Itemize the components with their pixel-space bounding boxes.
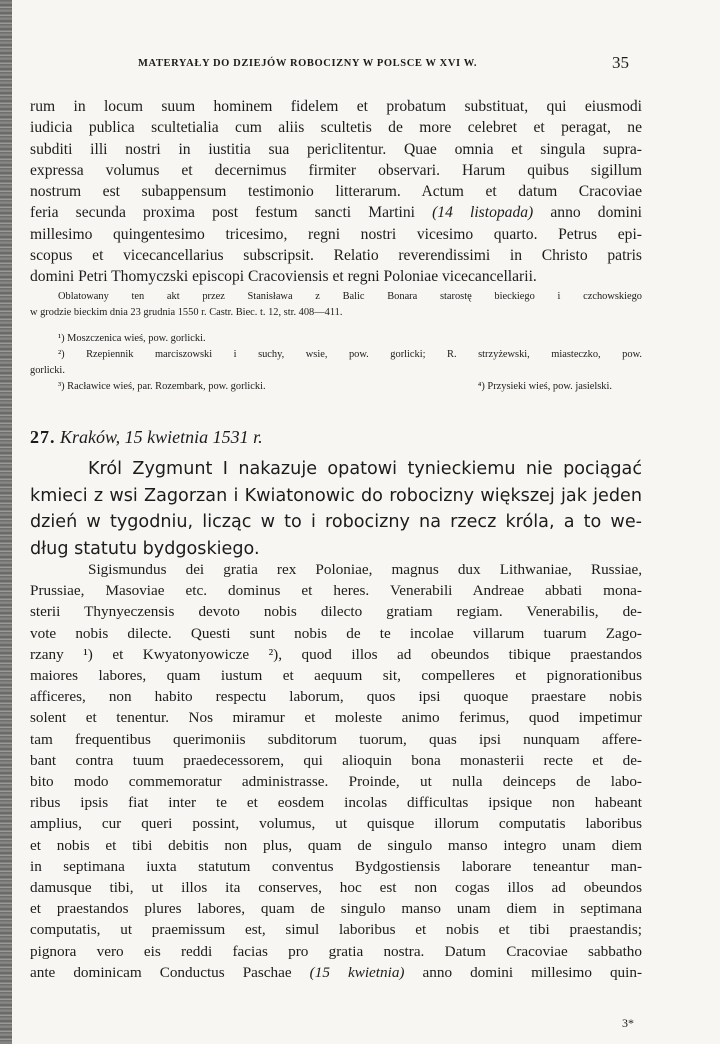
regest-line: Król Zygmunt I nakazuje opatowi tynieckiemu nie pociągać <box>88 459 642 479</box>
scan-edge <box>0 0 12 1044</box>
text-line: et nobis et tibi debitis non plus, quam de singulo manso integro unam diem <box>30 836 642 854</box>
regest-line: kmieci z wsi Zagorzan i Kwiatonowic do robocizny większej jak jeden <box>30 485 642 506</box>
text-line: nostrum est subappensum testimonio litterarum. Actum et datum Cracoviae <box>30 183 642 201</box>
text-line: afficeres, non habito respectu laborum, quos ipsi quoque praestare nobis <box>30 688 642 706</box>
text-line: solent et tenentur. Nos miramur et moleste animo ferimus, quod impetimur <box>30 709 642 727</box>
footnote-3: ³) Racławice wieś, par. Rozembark, pow. gorlicki. <box>58 381 266 392</box>
page-number: 35 <box>612 53 629 72</box>
text-line: tam frequentibus querimoniis subditorum tuorum, quas ipsi nunquam affere- <box>30 730 642 748</box>
text-line: subditi illi nostri in iustitia sua periclitentur. Quae omnia et singula supra- <box>30 140 642 158</box>
text-line: computatis, ut praemissum est, simul laboribus et nobis et tibi praestandis; <box>30 921 642 939</box>
text-fragment: ante dominicam Conductus Paschae <box>30 963 292 981</box>
text-line: bito modo commemoratur administrasse. Proinde, ut nulla deinceps de labo- <box>30 773 642 791</box>
document-text <box>30 559 642 983</box>
document-heading <box>30 427 263 448</box>
text-line: ribus ipsis fiat inter te et eosdem incolas difficultas ipsique non habeant <box>30 794 642 812</box>
continuation-paragraph <box>30 96 642 288</box>
text-fragment: anno domini <box>550 204 642 222</box>
sheet-signature-mark: 3* <box>622 1016 634 1030</box>
text-line: maiores labores, quam iustum et aequum sit, compelleres et pignorationibus <box>30 667 642 685</box>
regest-line: dzień w tygodniu, licząc w to i robocizny na rzecz króla, a to we- <box>30 512 642 532</box>
date-note: (15 kwietnia) <box>309 963 405 981</box>
footnotes <box>30 331 642 395</box>
text-line: Prussiae, Masoviae etc. dominus et heres. Venerabili Andreae abbati mona- <box>30 582 642 600</box>
text-line-with-date <box>30 962 642 983</box>
running-title: MATERYAŁY DO DZIEJÓW ROBOCIZNY W POLSCE W XVI W. <box>138 58 478 69</box>
text-line: domini Petri Thomyczski episcopi Cracoviensis et regni Poloniae vicecancellarii. <box>30 268 537 286</box>
footnote-4: ⁴) Przysieki wieś, pow. jasielski. <box>477 381 612 392</box>
source-line: w grodzie bieckim dnia 23 grudnia 1550 r. Castr. Biec. t. 12, str. 408—411. <box>30 307 343 318</box>
text-fragment: anno domini millesimo quin- <box>422 963 643 981</box>
footnote-row <box>30 379 642 395</box>
text-line: rzany ¹) et Kwyatonyowicze ²), quod illos ad obeundos tibique praestandos <box>30 645 642 663</box>
text-line: millesimo quingentesimo tricesimo, regni nostri vicesimo quarto. Petrus epi- <box>30 225 642 243</box>
footnote-1: ¹) Moszczenica wieś, pow. gorlicki. <box>58 333 206 344</box>
text-line: rum in locum suum hominem fidelem et probatum substituat, qui eiusmodi <box>30 98 642 115</box>
text-line: pignora vero eis reddi facias pro gratia nostra. Datum Cracoviae sabbatho <box>30 942 642 960</box>
document-number: 27. <box>30 427 56 447</box>
text-line: expressa volumus et decernimus firmiter observari. Harum quibus sigillum <box>30 161 642 179</box>
document-regest <box>30 456 642 562</box>
text-line: damusque tibi, ut illos ita conserves, hoc est non cogas illos ad obeundos <box>30 879 642 897</box>
source-line: Oblatowany ten akt przez Stanisława z Balic Bonara starostę bieckiego i czchowskiego <box>58 291 642 302</box>
text-line-with-date <box>30 202 642 223</box>
text-line: sterii Thynyeczensis devoto nobis dilecto gratiam regiam. Venerabilis, de- <box>30 603 642 621</box>
text-line: in septimana iuxta statutum conventus Bydgostiensis laborare teneantur man- <box>30 857 642 875</box>
regest-line: dług statutu bydgoskiego. <box>30 538 260 559</box>
text-line: bant contra tuum praedecessorem, qui alioquin bona monasterii recte et de- <box>30 751 642 769</box>
text-line: iudicia publica scultetialia cum aliis scultetis de more celebret et peragat, ne <box>30 119 642 137</box>
footnote-2-cont: gorlicki. <box>30 365 65 376</box>
text-line: vote nobis dilecte. Questi sunt nobis de te incolae villarum tuarum Zago- <box>30 624 642 642</box>
date-note: (14 listopada) <box>432 204 534 222</box>
document-place-date: Kraków, 15 kwietnia 1531 r. <box>60 427 263 447</box>
text-line: Sigismundus dei gratia rex Poloniae, magnus dux Lithwaniae, Russiae, <box>88 561 642 578</box>
footnote-2: ²) Rzepiennik marciszowski i suchy, wsie, pow. gorlicki; R. strzyżewski, miasteczko, pow. <box>58 349 642 360</box>
text-line: scopus et vicecancellarius subscripsit. Relatio reverendissimi in Christo patris <box>30 247 642 265</box>
text-fragment: feria secunda proxima post festum sancti Martini <box>30 204 415 222</box>
text-line: et praestandos plures labores, quam de singulo manso unam diem in septimana <box>30 900 642 918</box>
source-note <box>30 289 642 321</box>
text-line: amplius, cur queri possint, volumus, ut quisque illorum computatis laboribus <box>30 815 642 833</box>
